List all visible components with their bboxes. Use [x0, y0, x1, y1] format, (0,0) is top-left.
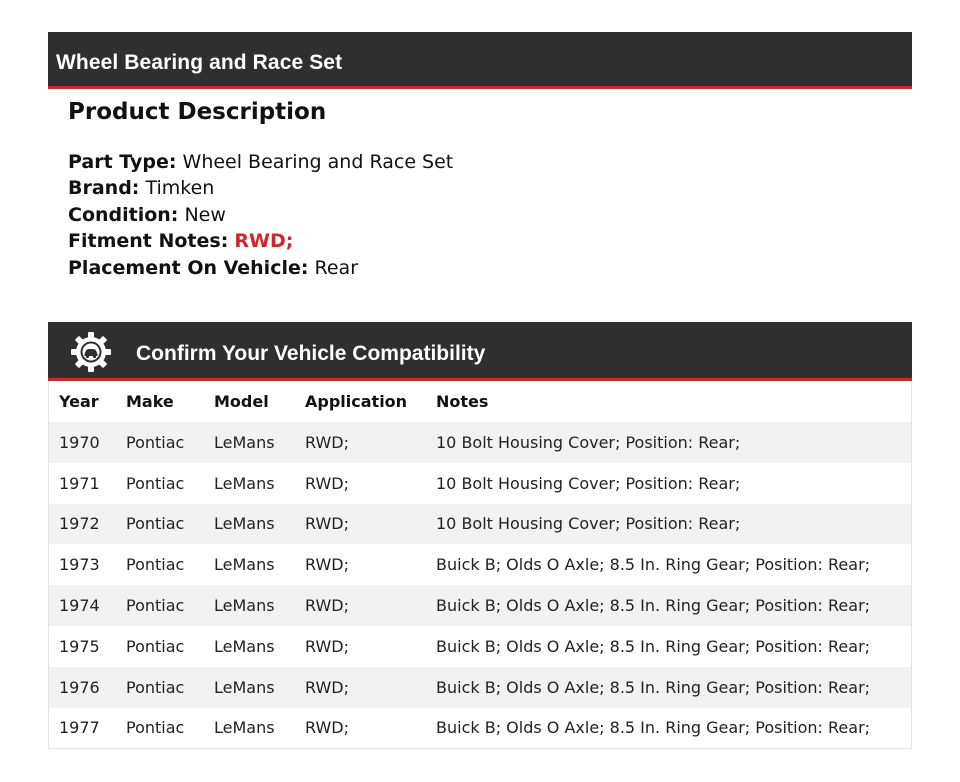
- spec-fitment-notes: [68, 228, 888, 254]
- spec-brand: [68, 175, 888, 201]
- table-row: [49, 504, 911, 545]
- compatibility-table-wrapper: [48, 381, 912, 749]
- cell-make: Pontiac: [126, 432, 185, 452]
- cell-notes: Buick B; Olds O Axle; 8.5 In. Ring Gear; Position: Rear;: [436, 636, 871, 656]
- table-row: [49, 585, 911, 626]
- spec-label: Fitment Notes:: [68, 230, 229, 253]
- spec-label: Condition:: [68, 203, 179, 226]
- cell-year: 1972: [59, 514, 100, 534]
- cell-year: 1976: [59, 677, 100, 697]
- cell-notes: 10 Bolt Housing Cover; Position: Rear;: [436, 473, 741, 493]
- cell-model: LeMans: [214, 473, 275, 493]
- cell-application: RWD;: [305, 636, 349, 656]
- spec-label: Brand:: [68, 177, 140, 200]
- spec-value: RWD;: [234, 230, 294, 253]
- spec-value: New: [184, 203, 226, 226]
- spec-placement: [68, 255, 888, 281]
- spec-condition: [68, 202, 888, 228]
- cell-make: Pontiac: [126, 473, 185, 493]
- table-row: [49, 667, 911, 708]
- spec-part-type: [68, 149, 888, 175]
- cell-model: LeMans: [214, 636, 275, 656]
- cell-model: LeMans: [214, 514, 275, 534]
- spec-value: Wheel Bearing and Race Set: [182, 151, 454, 173]
- table-header-row: [49, 381, 911, 422]
- cell-year: 1971: [59, 473, 100, 493]
- gear-car-icon: [70, 331, 112, 373]
- cell-model: LeMans: [214, 596, 275, 616]
- cell-make: Pontiac: [126, 514, 185, 534]
- cell-application: RWD;: [305, 473, 349, 493]
- cell-year: 1970: [59, 432, 100, 452]
- compatibility-header-bar: [48, 322, 912, 381]
- spec-value: Timken: [145, 177, 215, 200]
- cell-notes: Buick B; Olds O Axle; 8.5 In. Ring Gear; Position: Rear;: [436, 596, 871, 616]
- table-row: [49, 422, 911, 463]
- product-description-section: [68, 96, 888, 281]
- product-title: Wheel Bearing and Race Set: [56, 51, 343, 74]
- cell-year: 1975: [59, 636, 100, 656]
- cell-model: LeMans: [214, 432, 275, 452]
- cell-model: LeMans: [214, 555, 275, 575]
- cell-year: 1973: [59, 555, 100, 575]
- cell-application: RWD;: [305, 718, 349, 738]
- cell-make: Pontiac: [126, 718, 185, 738]
- cell-application: RWD;: [305, 596, 349, 616]
- cell-notes: 10 Bolt Housing Cover; Position: Rear;: [436, 432, 741, 452]
- spec-label: Placement On Vehicle:: [68, 256, 309, 279]
- product-header-bar: [48, 32, 912, 89]
- cell-year: 1977: [59, 718, 100, 738]
- cell-make: Pontiac: [126, 596, 185, 616]
- table-row: [49, 544, 911, 585]
- compatibility-title: Confirm Your Vehicle Compatibility: [136, 342, 486, 365]
- column-header-make: Make: [126, 392, 174, 411]
- cell-model: LeMans: [214, 718, 275, 738]
- spec-label: Part Type:: [68, 151, 177, 173]
- cell-application: RWD;: [305, 555, 349, 575]
- column-header-year: Year: [59, 392, 99, 411]
- spec-list: [68, 149, 888, 281]
- spec-value: Rear: [314, 256, 359, 279]
- cell-application: RWD;: [305, 514, 349, 534]
- cell-make: Pontiac: [126, 555, 185, 575]
- cell-make: Pontiac: [126, 677, 185, 697]
- cell-notes: Buick B; Olds O Axle; 8.5 In. Ring Gear; Position: Rear;: [436, 718, 871, 738]
- table-row: [49, 463, 911, 504]
- table-row: [49, 708, 911, 749]
- column-header-application: Application: [305, 392, 408, 411]
- cell-notes: 10 Bolt Housing Cover; Position: Rear;: [436, 514, 741, 534]
- cell-model: LeMans: [214, 677, 275, 697]
- column-header-model: Model: [214, 392, 269, 411]
- cell-make: Pontiac: [126, 636, 185, 656]
- cell-year: 1974: [59, 596, 100, 616]
- cell-application: RWD;: [305, 677, 349, 697]
- product-description-title: Product Description: [68, 99, 327, 125]
- column-header-notes: Notes: [436, 392, 489, 411]
- cell-notes: Buick B; Olds O Axle; 8.5 In. Ring Gear; Position: Rear;: [436, 555, 871, 575]
- table-row: [49, 626, 911, 667]
- compatibility-table: [49, 381, 911, 748]
- cell-application: RWD;: [305, 432, 349, 452]
- cell-notes: Buick B; Olds O Axle; 8.5 In. Ring Gear; Position: Rear;: [436, 677, 871, 697]
